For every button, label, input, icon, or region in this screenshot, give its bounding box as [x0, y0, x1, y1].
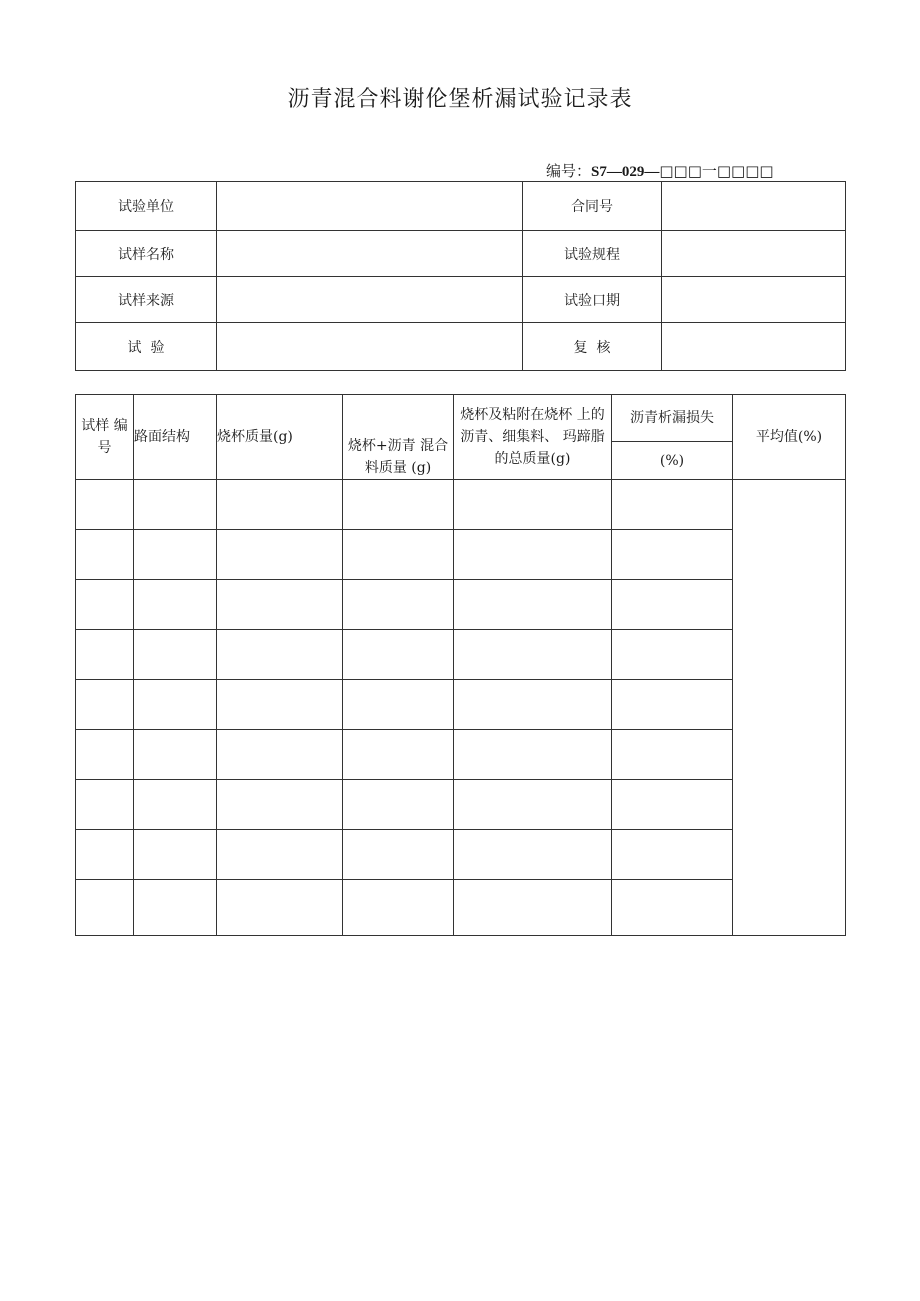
test-procedure-field[interactable] [662, 231, 846, 277]
beaker-plus-mix-cell[interactable] [343, 630, 454, 680]
test-date-field[interactable] [662, 277, 846, 323]
test-date-label: 试验口期 [523, 277, 662, 323]
contract-no-field[interactable] [662, 182, 846, 231]
beaker-plus-mix-cell[interactable] [343, 580, 454, 630]
sample-no-cell[interactable] [76, 830, 134, 880]
drain-loss-cell[interactable] [612, 680, 733, 730]
table-row [76, 630, 846, 680]
test-unit-label: 试验单位 [76, 182, 217, 231]
beaker-plus-mix-cell[interactable] [343, 830, 454, 880]
table-row [76, 830, 846, 880]
beaker-plus-mix-cell[interactable] [343, 730, 454, 780]
tester-field[interactable] [217, 323, 523, 371]
table-row [76, 580, 846, 630]
beaker-mass-cell[interactable] [217, 480, 343, 530]
beaker-with-residue-cell[interactable] [454, 780, 612, 830]
table-row [76, 780, 846, 830]
info-table [75, 181, 846, 371]
beaker-with-residue-cell[interactable] [454, 880, 612, 936]
serial-number [546, 160, 774, 181]
beaker-plus-mix-cell[interactable] [343, 680, 454, 730]
pavement-structure-cell[interactable] [134, 630, 217, 680]
sample-no-cell[interactable] [76, 630, 134, 680]
pavement-structure-cell[interactable] [134, 880, 217, 936]
sample-no-cell[interactable] [76, 580, 134, 630]
drain-loss-cell[interactable] [612, 480, 733, 530]
header-pavement-structure: 路面结构 [134, 395, 217, 480]
drain-loss-cell[interactable] [612, 530, 733, 580]
beaker-mass-cell[interactable] [217, 630, 343, 680]
sample-no-cell[interactable] [76, 730, 134, 780]
serial-code: S7—029— [591, 164, 660, 180]
beaker-mass-cell[interactable] [217, 880, 343, 936]
table-row [76, 530, 846, 580]
tester-label: 试 验 [76, 323, 217, 371]
drain-loss-cell[interactable] [612, 730, 733, 780]
reviewer-field[interactable] [662, 323, 846, 371]
beaker-plus-mix-cell[interactable] [343, 880, 454, 936]
pavement-structure-cell[interactable] [134, 580, 217, 630]
pavement-structure-cell[interactable] [134, 830, 217, 880]
beaker-with-residue-cell[interactable] [454, 830, 612, 880]
header-beaker-plus-mix: 烧杯+沥青 混合料质量 (g) [343, 395, 454, 480]
beaker-with-residue-cell[interactable] [454, 530, 612, 580]
header-drain-loss-unit: (%) [612, 442, 733, 480]
beaker-mass-cell[interactable] [217, 730, 343, 780]
beaker-with-residue-cell[interactable] [454, 480, 612, 530]
beaker-with-residue-cell[interactable] [454, 580, 612, 630]
header-drain-loss: 沥青析漏损失 [612, 395, 733, 442]
sample-no-cell[interactable] [76, 530, 134, 580]
sample-source-field[interactable] [217, 277, 523, 323]
header-sample-no: 试样 编号 [76, 395, 134, 480]
page-title: 沥青混合料谢伦堡析漏试验记录表 [287, 87, 633, 112]
drain-loss-cell[interactable] [612, 630, 733, 680]
test-unit-field[interactable] [217, 182, 523, 231]
drain-loss-cell[interactable] [612, 830, 733, 880]
test-procedure-label: 试验规程 [523, 231, 662, 277]
table-row [76, 880, 846, 936]
beaker-with-residue-cell[interactable] [454, 630, 612, 680]
beaker-with-residue-cell[interactable] [454, 730, 612, 780]
beaker-with-residue-cell[interactable] [454, 680, 612, 730]
sample-name-field[interactable] [217, 231, 523, 277]
average-cell[interactable] [733, 480, 846, 936]
sample-no-cell[interactable] [76, 880, 134, 936]
sample-no-cell[interactable] [76, 480, 134, 530]
table-row [76, 480, 846, 530]
drain-loss-cell[interactable] [612, 880, 733, 936]
serial-label: 编号： [546, 162, 592, 180]
pavement-structure-cell[interactable] [134, 780, 217, 830]
sample-name-label: 试样名称 [76, 231, 217, 277]
drain-loss-cell[interactable] [612, 580, 733, 630]
header-beaker-mass: 烧杯质量(g) [217, 395, 343, 480]
sample-source-label: 试样来源 [76, 277, 217, 323]
table-row [76, 680, 846, 730]
pavement-structure-cell[interactable] [134, 680, 217, 730]
pavement-structure-cell[interactable] [134, 530, 217, 580]
sample-no-cell[interactable] [76, 680, 134, 730]
contract-no-label: 合同号 [523, 182, 662, 231]
table-row [76, 730, 846, 780]
beaker-mass-cell[interactable] [217, 830, 343, 880]
drain-loss-cell[interactable] [612, 780, 733, 830]
serial-suffix: □□□一□□□□ [659, 162, 774, 180]
header-beaker-with-residue: 烧杯及粘附在烧杯 上的沥青、细集料、 玛蹄脂的总质量(g) [454, 395, 612, 480]
pavement-structure-cell[interactable] [134, 480, 217, 530]
data-table [75, 394, 846, 936]
beaker-mass-cell[interactable] [217, 680, 343, 730]
header-average: 平均值(%) [733, 395, 846, 480]
beaker-mass-cell[interactable] [217, 580, 343, 630]
pavement-structure-cell[interactable] [134, 730, 217, 780]
beaker-plus-mix-cell[interactable] [343, 780, 454, 830]
beaker-mass-cell[interactable] [217, 780, 343, 830]
beaker-plus-mix-cell[interactable] [343, 530, 454, 580]
beaker-plus-mix-cell[interactable] [343, 480, 454, 530]
sample-no-cell[interactable] [76, 780, 134, 830]
beaker-mass-cell[interactable] [217, 530, 343, 580]
reviewer-label: 复 核 [523, 323, 662, 371]
